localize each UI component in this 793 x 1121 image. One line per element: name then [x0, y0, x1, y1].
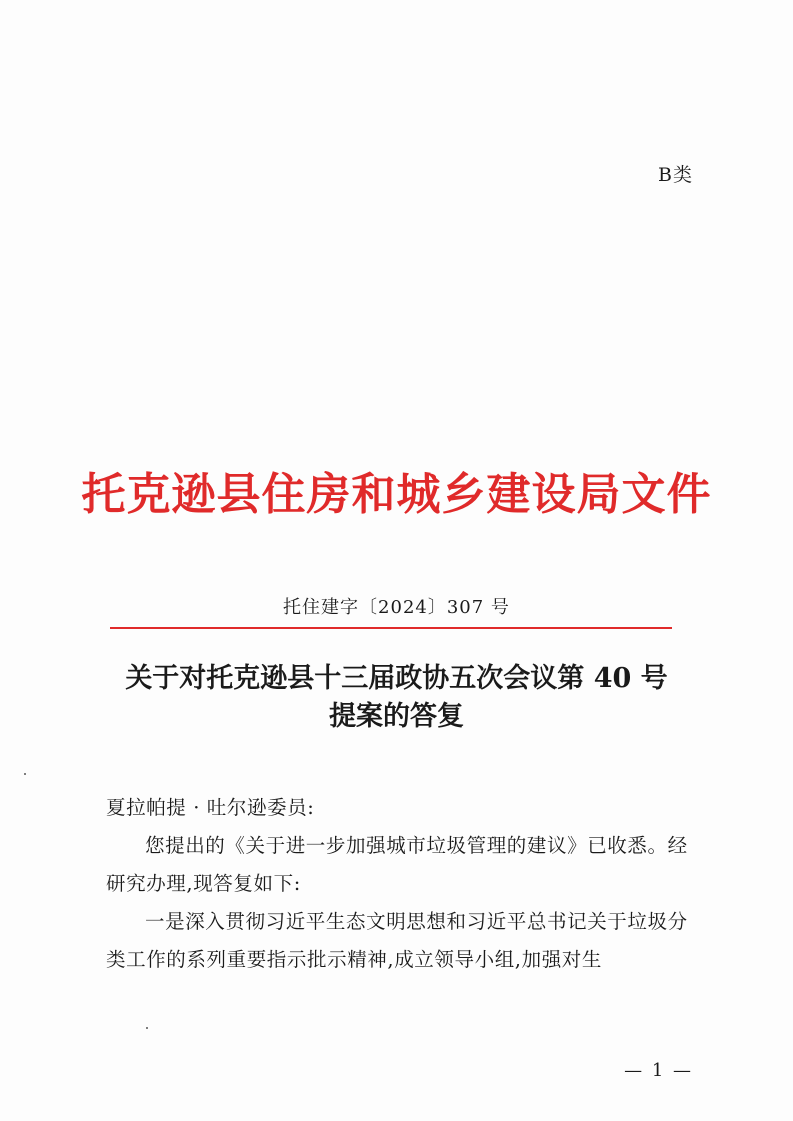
document-body — [106, 789, 692, 979]
body-paragraph-2: 一是深入贯彻习近平生态文明思想和习近平总书记关于垃圾分类工作的系列重要指示批示精神,成立领导小组,加强对生 — [106, 910, 688, 971]
document-title — [0, 660, 793, 736]
scan-speck — [146, 1027, 148, 1029]
body-paragraph-1: 您提出的《关于进一步加强城市垃圾管理的建议》已收悉。经研究办理,现答复如下: — [106, 834, 688, 895]
document-title-line-1: 关于对托克逊县十三届政协五次会议第 40 号 — [125, 663, 668, 694]
salutation: 夏拉帕提 · 吐尔逊委员: — [106, 796, 315, 819]
organization-header: 托克逊县住房和城乡建设局文件 — [81, 469, 712, 520]
document-title-line-2: 提案的答复 — [329, 701, 464, 732]
page-number: — 1 — — [624, 1060, 693, 1081]
classification-label: B类 — [658, 164, 693, 186]
header-divider — [110, 627, 672, 629]
scan-speck — [24, 773, 26, 775]
document-number: 托住建字〔2024〕307 号 — [283, 597, 510, 618]
